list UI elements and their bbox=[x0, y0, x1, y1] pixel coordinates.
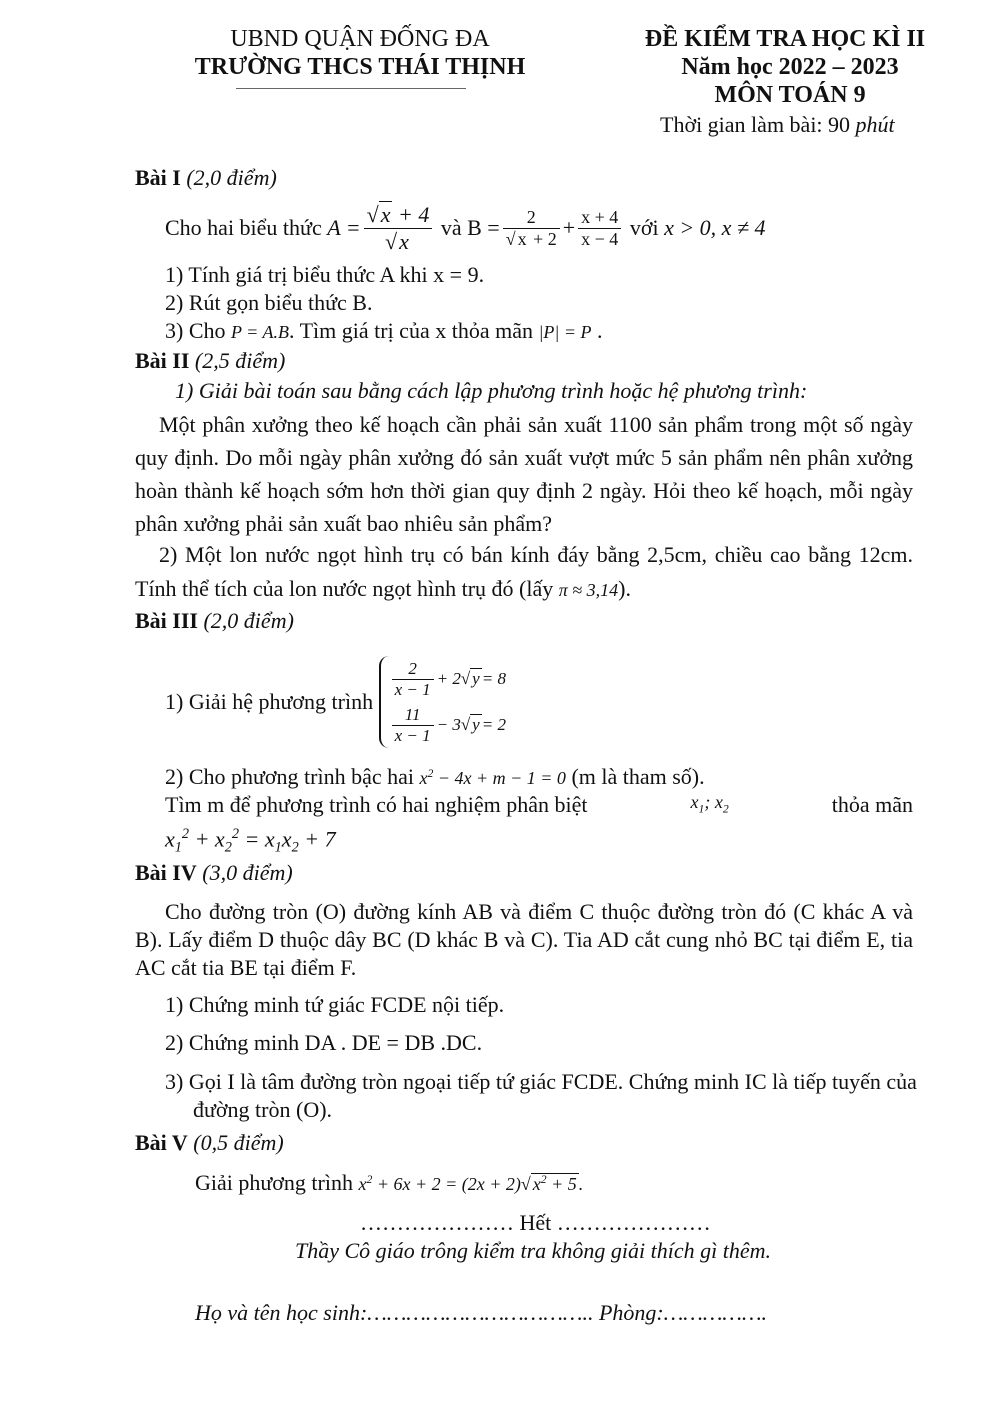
bai3-heading: Bài III (2,0 điểm) bbox=[135, 608, 294, 633]
bai1-q2: 2) Rút gọn biểu thức B. bbox=[165, 290, 373, 315]
bai2-q2: 2) Một lon nước ngọt hình trụ có bán kính đáy bằng 2,5cm, chiều cao bằng 12cm. Tính thể tích của lon nước ngọt hình trụ đó (lấy π ≈ 3,14). bbox=[135, 542, 913, 601]
header-divider bbox=[236, 88, 466, 89]
school-year: Năm học 2022 – 2023 bbox=[681, 54, 899, 80]
student-info-line: Họ và tên học sinh:…………………………….. Phòng:……………. bbox=[195, 1300, 768, 1325]
bai2-problem: Một phân xưởng theo kế hoạch cần phải sản xuất 1100 sản phẩm trong một số ngày quy định. Do mỗi ngày phân xưởng đó sản xuất vượt mức 5 sản phẩm nên phân xưởng hoàn thành kế hoạch sớm hơn thời gian quy định 2 ngày. Hỏi theo kế hoạch, mỗi ngày phân xưởng phải sản xuất bao nhiêu sản phẩm? bbox=[135, 412, 913, 536]
bai5-question: Giải phương trình $x^2 + 6x + 2 = (2x + 2)√$ $x^2 + 5$ . bbox=[195, 1170, 584, 1195]
frac-a: $\frac{√x + 4}{√x}$ bbox=[364, 202, 433, 254]
exam-title: ĐỀ KIỂM TRA HỌC KÌ II bbox=[644, 26, 926, 52]
bai3-q1: 1) Giải hệ phương trình $\frac{2}{x - 1}$ + 2√ y = 8 $\frac{11}{x - 1}$ − 3√ y = 2 bbox=[165, 650, 506, 754]
subject: MÔN TOÁN 9 bbox=[714, 82, 866, 108]
bai1-q1: 1) Tính giá trị biểu thức A khi x = 9. bbox=[165, 262, 485, 287]
school-name: TRƯỜNG THCS THÁI THỊNH bbox=[194, 54, 526, 80]
bai1-heading: Bài I (2,0 điểm) bbox=[135, 165, 277, 190]
bai3-q2-cont: Tìm m để phương trình có hai nghiệm phân biệt $x_1$; $x_2$ thỏa mãn bbox=[165, 792, 913, 817]
frac-b2: $\frac{x + 4}{x - 4}$ bbox=[578, 207, 621, 249]
frac-b1: $\frac{2}{√ x + 2}$ bbox=[503, 207, 560, 249]
bai1-expressions: Cho hai biểu thức A = $\frac{√x + 4}{√x}$ và B = $\frac{2}{√ x + 2}$ + $\frac{x + 4}{x - 4}$ với x > 0, x ≠ 4 bbox=[165, 202, 766, 254]
bai4-intro: Cho đường tròn (O) đường kính AB và điểm C thuộc đường tròn đó (C khác A và B). Lấy điểm D thuộc dây BC (D khác B và C). Tia AD cắt cung nhỏ BC tại điểm E, tia AC cắt tia BE tại điểm F. bbox=[135, 899, 913, 980]
bai3-condition: $x_1^2 + x_2^2 = x_1x_2 + 7$ bbox=[165, 826, 336, 856]
proctor-note: Thầy Cô giáo trông kiểm tra không giải thích gì thêm. bbox=[295, 1238, 772, 1263]
expr-a: A = bbox=[327, 214, 361, 240]
expr-b: B = bbox=[467, 214, 500, 240]
bai4-heading: Bài IV (3,0 điểm) bbox=[135, 860, 293, 885]
bai5-heading: Bài V (0,5 điểm) bbox=[135, 1130, 284, 1155]
bai2-sub1: 1) Giải bài toán sau bằng cách lập phương trình hoặc hệ phương trình: bbox=[175, 378, 808, 403]
bai4-q1: 1) Chứng minh tứ giác FCDE nội tiếp. bbox=[165, 992, 505, 1017]
bai2-heading: Bài II (2,5 điểm) bbox=[135, 348, 286, 373]
equation-system: $\frac{2}{x - 1}$ + 2√ y = 8 $\frac{11}{x - 1}$ − 3√ y = 2 bbox=[379, 656, 506, 748]
exam-duration: Thời gian làm bài: 90 phút bbox=[660, 112, 895, 137]
bai1-q3: 3) Cho P = A.B. Tìm giá trị của x thỏa mãn |P| = P . bbox=[165, 318, 603, 343]
bai4-q3: 3) Gọi I là tâm đường tròn ngoại tiếp tứ giác FCDE. Chứng minh IC là tiếp tuyến của đường tròn (O). bbox=[165, 1069, 917, 1122]
department-name: UBND QUẬN ĐỐNG ĐA bbox=[230, 26, 490, 52]
bai4-q2: 2) Chứng minh DA . DE = DB .DC. bbox=[165, 1030, 483, 1055]
condition: x > 0, x ≠ 4 bbox=[664, 214, 766, 240]
bai3-q2: 2) Cho phương trình bậc hai $x^2 - 4x + m - 1 = 0$ (m là tham số). bbox=[165, 764, 705, 789]
end-marker: ………………… Hết ………………… bbox=[360, 1210, 711, 1235]
